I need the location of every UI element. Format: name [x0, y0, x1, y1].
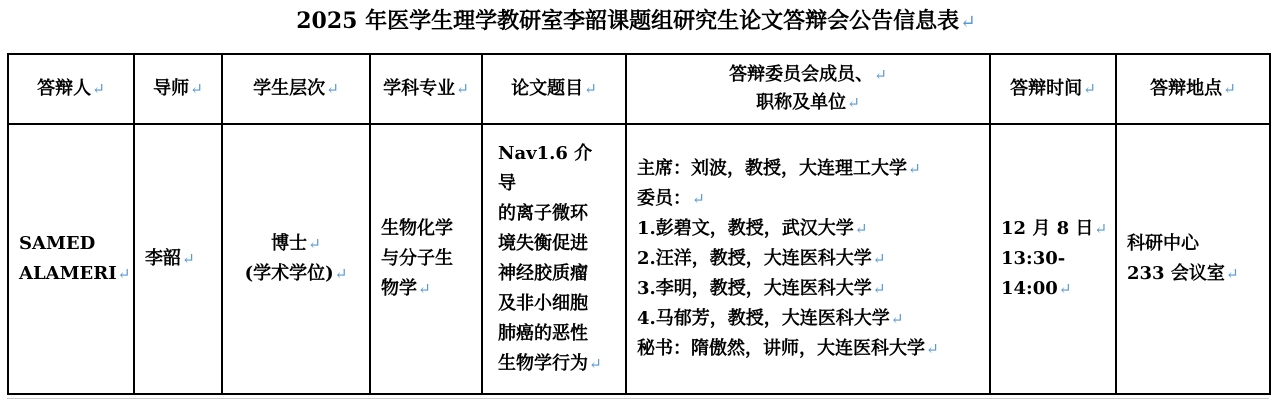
thesis-line: 生物学行为↵ — [498, 353, 602, 374]
header-level: 学生层次↵ — [222, 54, 370, 124]
committee-secretary: 秘书：隋傲然，讲师，大连医科大学↵ — [637, 338, 939, 359]
thesis-line: 的离子微环 — [498, 203, 588, 224]
notice-table — [7, 53, 1271, 395]
header-committee: 答辩委员会成员、↵ 职称及单位↵ — [626, 54, 990, 124]
header-thesis: 论文题目↵ — [482, 54, 626, 124]
header-defender: 答辩人↵ — [8, 54, 134, 124]
major-cell: 生物化学 与分子生 物学↵ — [370, 124, 482, 394]
defender-cell: SAMED ALAMERI↵ — [8, 124, 134, 394]
header-row — [8, 54, 1270, 124]
advisor-cell: 李韶↵ — [134, 124, 222, 394]
header-location: 答辩地点↵ — [1116, 54, 1270, 124]
committee-cell — [626, 124, 990, 394]
committee-members-label: 委员：↵ — [637, 188, 705, 209]
page-title: 2025 年医学生理学教研室李韶课题组研究生论文答辩会公告信息表↵ — [296, 8, 976, 34]
header-major: 学科专业↵ — [370, 54, 482, 124]
header-time: 答辩时间↵ — [990, 54, 1116, 124]
location-cell: 科研中心 233 会议室↵ — [1116, 124, 1270, 394]
thesis-line: 及非小细胞 — [498, 293, 588, 314]
thesis-line: 境失衡促进 — [498, 233, 588, 254]
thesis-line: Nav1.6 介导 — [498, 143, 593, 194]
committee-member: 4.马郁芳，教授，大连医科大学↵ — [637, 308, 904, 329]
page-divider — [7, 398, 1269, 399]
committee-member: 1.彭碧文，教授，武汉大学↵ — [637, 218, 868, 239]
level-cell: 博士↵ (学术学位)↵ — [222, 124, 370, 394]
thesis-line: 神经胶质瘤 — [498, 263, 588, 284]
thesis-line: 肺癌的恶性 — [498, 323, 588, 344]
thesis-cell — [482, 124, 626, 394]
table-row — [8, 124, 1270, 394]
committee-member: 2.汪洋，教授，大连医科大学↵ — [637, 248, 886, 269]
time-cell: 12 月 8 日↵ 13:30-14:00↵ — [990, 124, 1116, 394]
committee-chair: 主席：刘波，教授，大连理工大学↵ — [637, 158, 921, 179]
header-advisor: 导师↵ — [134, 54, 222, 124]
committee-member: 3.李明，教授，大连医科大学↵ — [637, 278, 886, 299]
